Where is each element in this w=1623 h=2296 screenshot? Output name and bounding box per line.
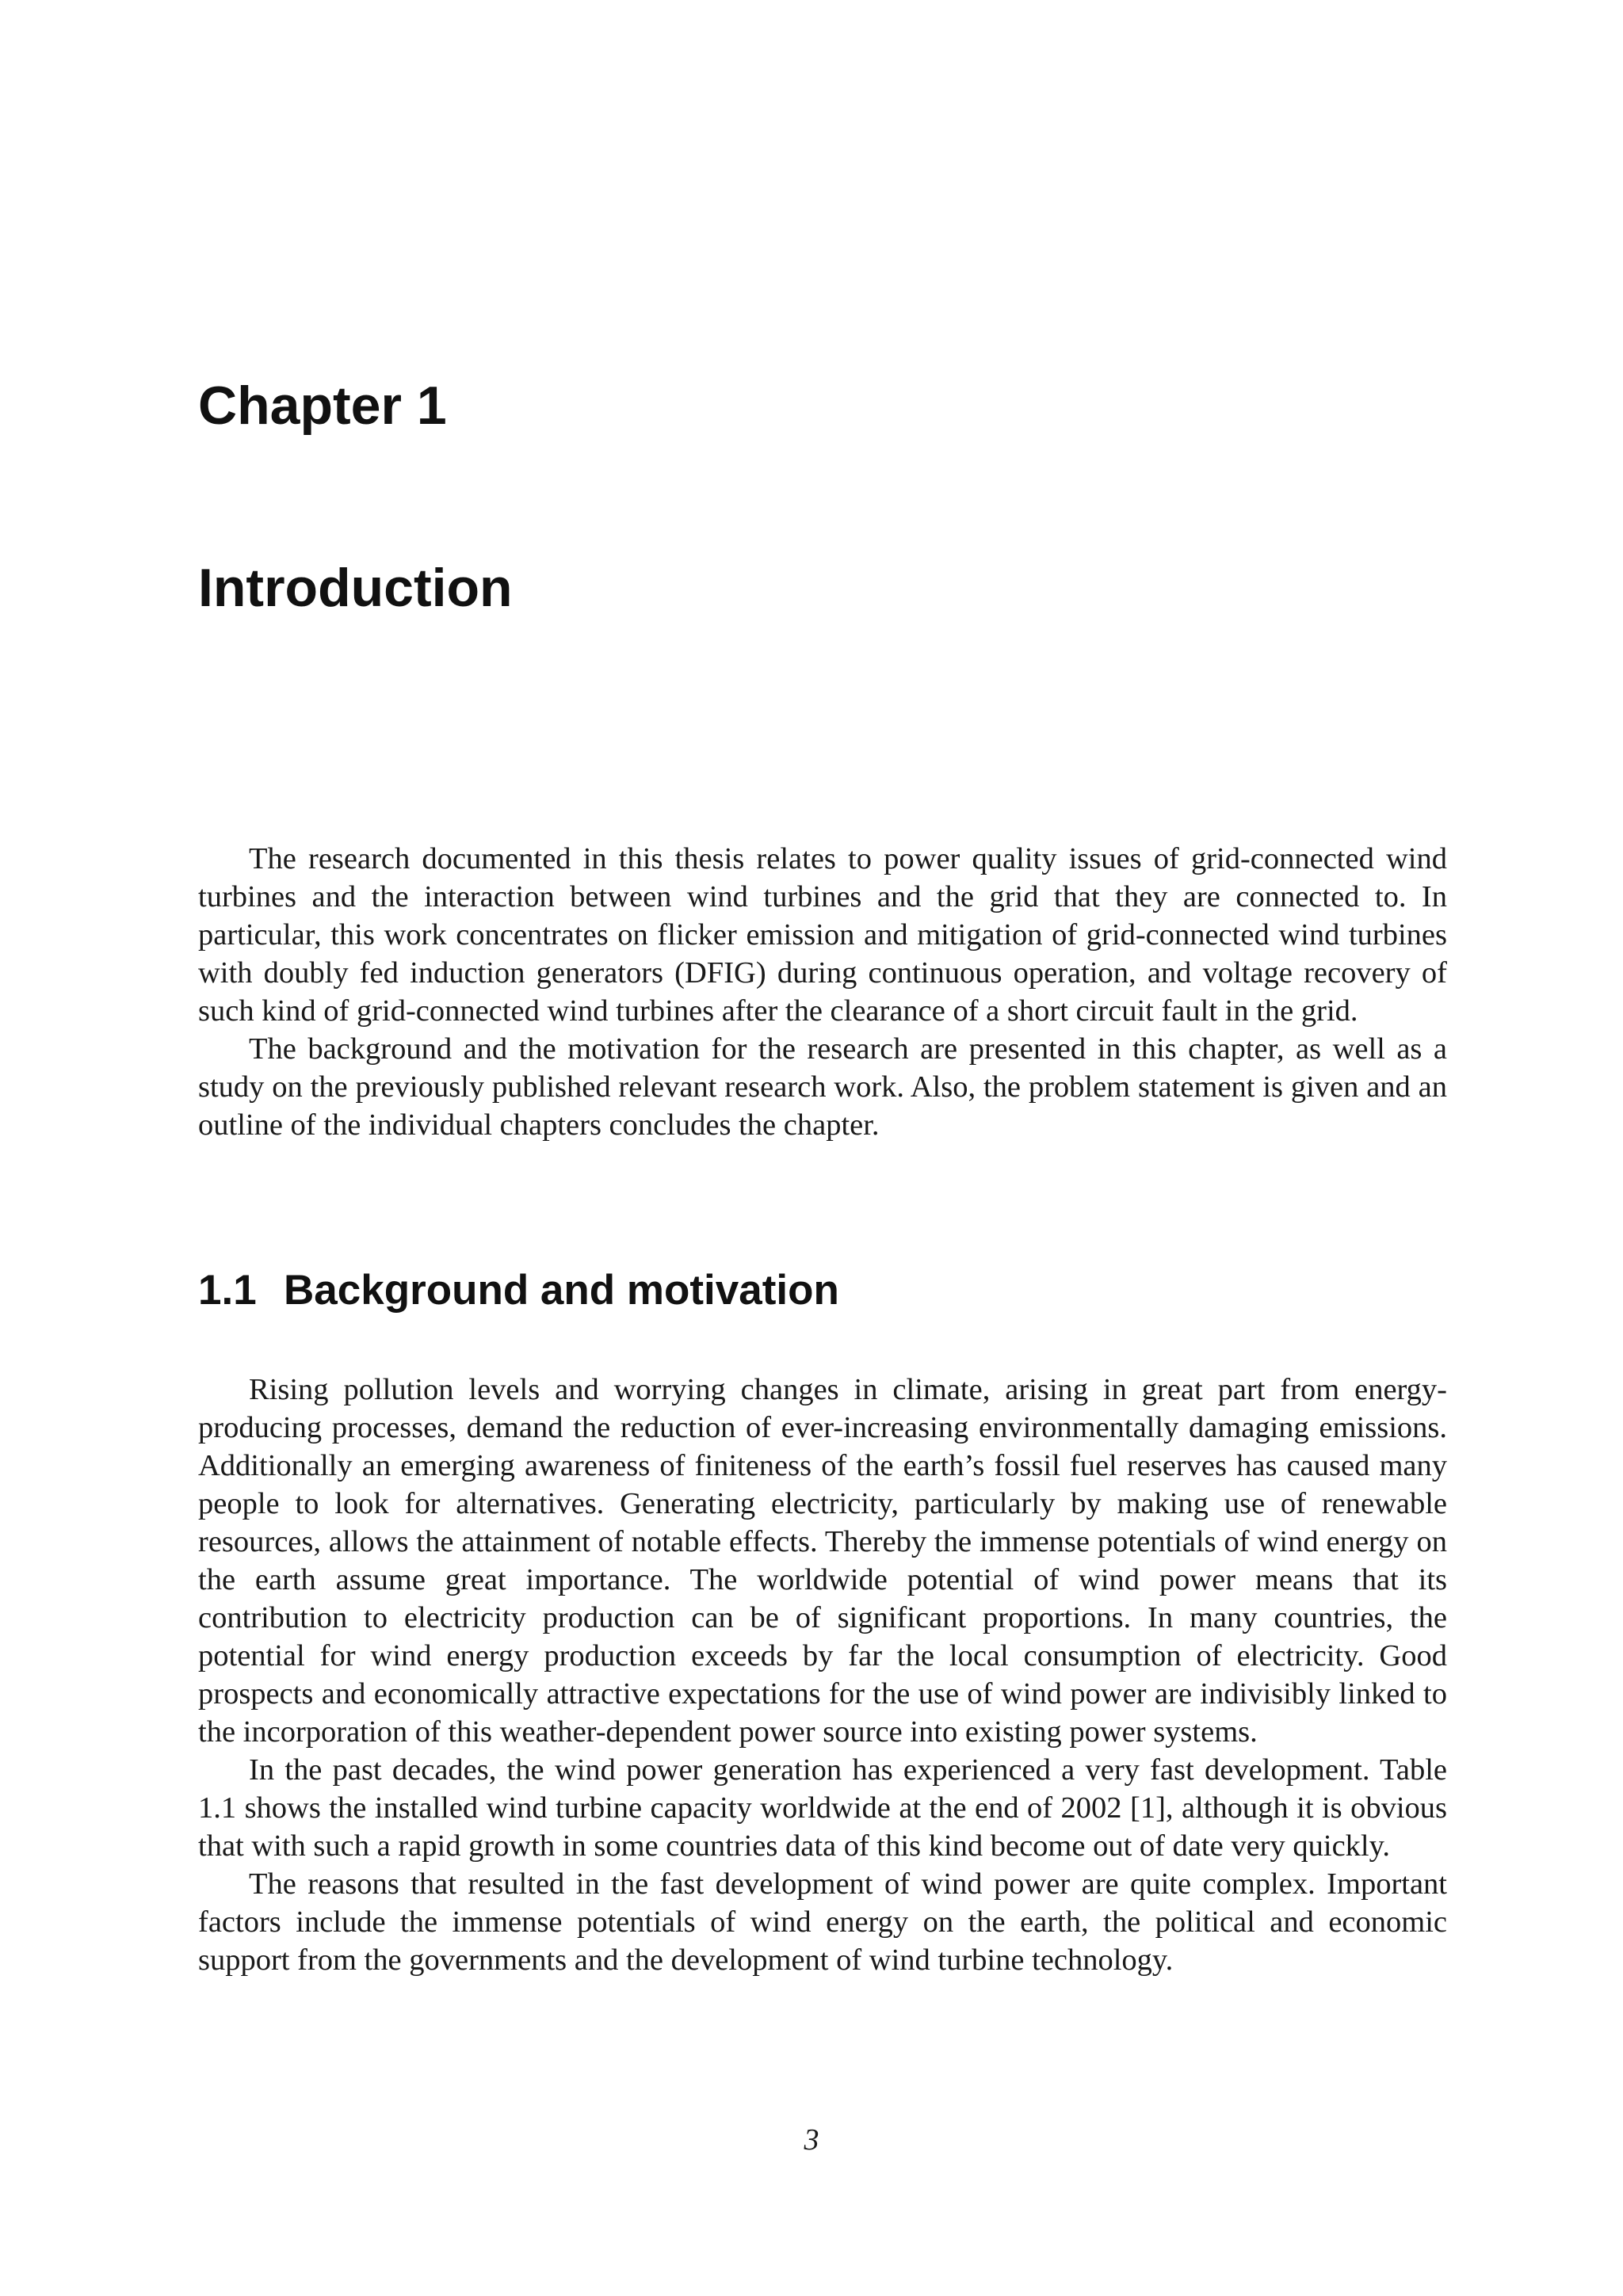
intro-paragraph-2: The background and the motivation for the research are presented in this chapter, as well as a study on the previously published relevant research work. Also, the problem statement is given and an outline of the individual chapters concludes the chapter. <box>198 1032 1447 1142</box>
section-number: 1.1 <box>198 1267 257 1314</box>
chapter-title: Introduction <box>198 558 513 618</box>
section-heading <box>198 1267 839 1314</box>
intro-text <box>198 840 1447 1144</box>
intro-paragraph-1: The research documented in this thesis relates to power quality issues of grid-connected wind turbines and the interaction between wind turbines and the grid that they are connected to. In particular, this work concentrates on flicker emission and mitigation of grid-connected wind turbines with doubly fed induction generators (DFIG) during continuous operation, and voltage recovery of such kind of grid-connected wind turbines after the clearance of a short circuit fault in the grid. <box>198 842 1447 1028</box>
section-paragraph-3: The reasons that resulted in the fast development of wind power are quite complex. Important factors include the immense potentials of wind energy on the earth, the political and economic support from the governments and the development of wind turbine technology. <box>198 1867 1447 1977</box>
section-paragraph-1: Rising pollution levels and worrying changes in climate, arising in great part from energy-producing processes, demand the reduction of ever-increasing environmentally damaging emissions. Additionally an emerging awareness of finiteness of the earth’s fossil fuel reserves has caused many people to look for alternatives. Generating electricity, particularly by making use of renewable resources, allows the attainment of notable effects. Thereby the immense potentials of wind energy on the earth assume great importance. The worldwide potential of wind power means that its contribution to electricity production can be of significant proportions. In many countries, the potential for wind energy production exceeds by far the local consumption of electricity. Good prospects and economically attractive expectations for the use of wind power are indivisibly linked to the incorporation of this weather-dependent power source into existing power systems. <box>198 1373 1447 1749</box>
section-title: Background and motivation <box>284 1267 839 1314</box>
section-paragraph-2: In the past decades, the wind power generation has experienced a very fast development. Table 1.1 shows the installed wind turbine capacity worldwide at the end of 2002 [1], although it is obvious that with such a rapid growth in some countries data of this kind become out of date very quickly. <box>198 1753 1447 1863</box>
section-body <box>198 1371 1447 1979</box>
page-number: 3 <box>804 2123 819 2157</box>
chapter-label: Chapter 1 <box>198 376 447 436</box>
